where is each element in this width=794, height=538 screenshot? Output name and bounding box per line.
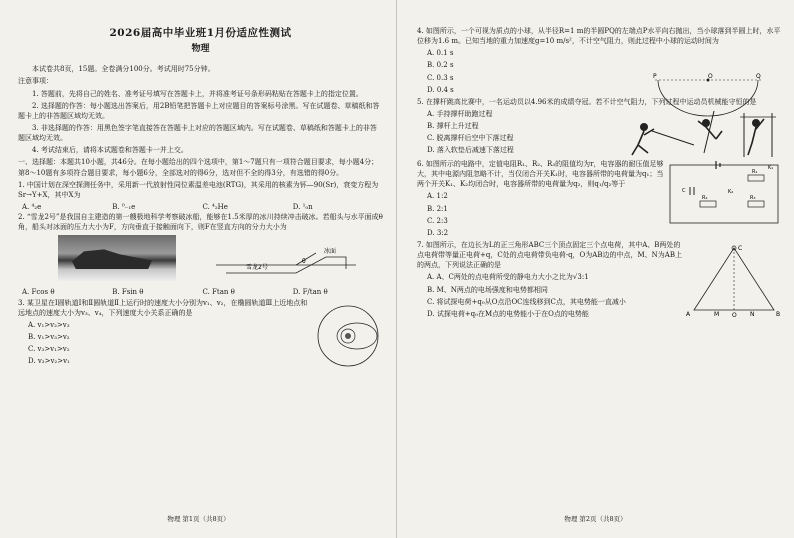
icebreaker-diagram [216,235,366,285]
option-d: D. v₃>v₂>v₁ [28,357,70,366]
page-1-footer: 物理 第1页（共8页） [167,514,230,523]
icebreaker-photo [58,235,176,281]
page-2-footer: 物理 第2页（共8页） [564,514,627,523]
option-b: B. M、N两点的电场强度和电势都相同 [427,285,548,294]
ice-label: 冰面 [324,248,337,256]
option-b: B. 0.2 s [427,61,454,70]
svg-text:O: O [732,311,737,318]
option-a: A. Fcos θ [22,288,55,297]
svg-text:O: O [708,73,713,80]
exam-intro: 本试卷共8页，15题。全卷满分100分。考试用时75分钟。 [32,65,215,74]
semicircle-diagram [653,70,763,120]
svg-text:θ: θ [302,258,306,266]
notice-4: 4. 考试结束后，请将本试题卷和答题卡一并上交。 [32,146,188,155]
svg-text:Q: Q [756,73,761,80]
option-d: D. 落入软垫后减速下落过程 [427,146,514,155]
question-3-block [18,298,383,369]
section-heading: 一、选择题：本题共10小题，共46分。在每小题给出的四个选项中，第1～7题只有一项符合题目要求，每小题4分；第8～10题有多项符合题目要求，每小题6分，全部选对的得6分，选对但不全的得3分，有选错的得0分。 [18,158,379,177]
orbit-diagram [313,298,383,368]
question-5: 5. 在撑杆跳高比赛中，一名运动员以4.96米的成绩夺冠。若不计空气阻力，下列过程中运动员机械能守恒的是 [417,97,757,106]
svg-text:K₂: K₂ [728,188,734,195]
circuit-diagram [664,159,784,229]
svg-text:A: A [686,310,691,318]
option-b: B. Fsin θ [112,288,144,297]
option-d: D. 试探电荷+q₀在M点的电势能小于在O点的电势能 [427,309,589,318]
option-c: C. ⁴₂He [202,202,228,211]
svg-text:P: P [653,73,657,80]
option-c: C. 2:3 [427,216,448,225]
option-d: D. 3:2 [427,228,449,237]
question-1-options [22,202,383,212]
option-c: C. 将试探电荷+q₀从O点沿OC连线移到C点，其电势能一直减小 [427,297,626,306]
option-b: B. 2:1 [427,204,448,213]
svg-text:R₁: R₁ [752,168,758,175]
option-c: C. v₃>v₁>v₂ [28,345,70,354]
svg-text:B: B [776,310,781,318]
question-3: 3. 某卫星在Ⅰ圆轨道Ⅰ和Ⅱ圆轨道Ⅱ上运行时的速度大小分别为v₁、v₂，在椭圆轨道Ⅲ上近地点和远地点的速度大小为v₃、v₄，下列速度大小关系正确的是 [18,298,308,317]
option-d: D. F/tan θ [292,288,328,297]
question-2: 2. “雪龙2号”是我国自主建造的第一艘极地科学考察破冰船，能够在1.5米厚的冰川持续冲击破冰。若船头与水平面成θ角，船头对冰面的压力大小为F，方向垂直于接触面向下，则F在竖直方向的分力大小为 [18,213,383,232]
option-c: C. Ftan θ [202,288,235,297]
question-2-options [22,287,383,297]
option-a: A. 1:2 [427,192,448,201]
subject-title: 物理 [191,44,210,55]
option-a: A. A、C两处的点电荷所受的静电力大小之比为√3:1 [427,273,589,282]
option-a: A. 手持撑杆助跑过程 [427,109,493,118]
option-a: A. v₁>v₂>v₃ [28,320,70,329]
question-2-figures [58,235,383,285]
option-b: B. v₁>v₃>v₂ [28,332,70,341]
page-2 [397,0,794,538]
notice-heading: 注意事项： [18,77,53,86]
option-a: A. ⁴₂e [22,202,42,211]
svg-text:C: C [738,244,743,252]
question-6-block [417,159,784,240]
notice-2: 2. 选择题的作答：每小题选出答案后，用2B铅笔把答题卡上对应题目的答案标号涂黑。写在试题卷、草稿纸和答题卡上的非答题区域均无效。 [18,101,380,120]
option-c: C. 脱离撑杆后空中下落过程 [427,134,514,143]
question-4: 4. 如图所示，一个可视为质点的小球，从半径R=1 m的半圆PQ的左端点P水平向右抛出，当小球落到半圆上时，水平位移为1.6 m。已知当地的重力加速度g=10 m/s²，不计空气阻力，则此过程中小球的运动时间为 [417,27,781,46]
svg-text:R₃: R₃ [750,194,756,201]
option-a: A. 0.1 s [427,49,454,58]
svg-text:K₁: K₁ [768,164,774,171]
option-d: D. ¹₀n [292,202,313,211]
option-b: B. 撑杆上升过程 [427,122,479,131]
ship-label: 雪龙2号 [246,264,268,272]
triangle-charge-diagram [684,240,784,318]
exam-title: 2026届高中毕业班1月份适应性测试 [109,27,292,39]
svg-text:C: C [682,187,686,194]
question-7: 7. 如图所示，在边长为L的正三角形ABC三个顶点固定三个点电荷，其中A、B两处的点电荷带等量正电荷+q，C处的点电荷带负电荷-q，O为AB边的中点，M、N为AB上的两点，下列说法正确的是 [417,240,682,270]
question-6: 6. 如图所示的电路中，定值电阻R₁、R₂、R₃的阻值均为r，电容器的耐压值足够大，其中电源内阻忽略不计，当仅闭合开关K₁时，电容器所带的电荷量为q₁；当两个开关K₁、K₂均闭合时，电容器所带的电荷量为q₂，则q₁/q₂等于 [417,159,664,189]
notice-1: 1. 答题前，先将自己的姓名、准考证号填写在答题卡上，并将准考证号条形码粘贴在答题卡上的指定位置。 [32,89,363,98]
question-1: 1. 中国计划在深空探测任务中，采用新一代放射性同位素温差电池(RTG)，其采用的核素为钚—90(Sr)，衰变方程为Sr→Y+X，其中X为 [18,180,379,199]
svg-text:M: M [714,310,720,318]
svg-text:N: N [750,310,755,318]
option-c: C. 0.3 s [427,73,454,82]
option-b: B. ⁰₋₁e [112,202,136,211]
question-7-block [417,240,784,321]
svg-text:R₂: R₂ [702,194,708,201]
option-d: D. 0.4 s [427,85,454,94]
notice-3: 3. 非选择题的作答：用黑色签字笔直接答在答题卡上对应的答题区域内。写在试题卷、草稿纸和答题卡上的非答题区域均无效。 [18,123,377,143]
